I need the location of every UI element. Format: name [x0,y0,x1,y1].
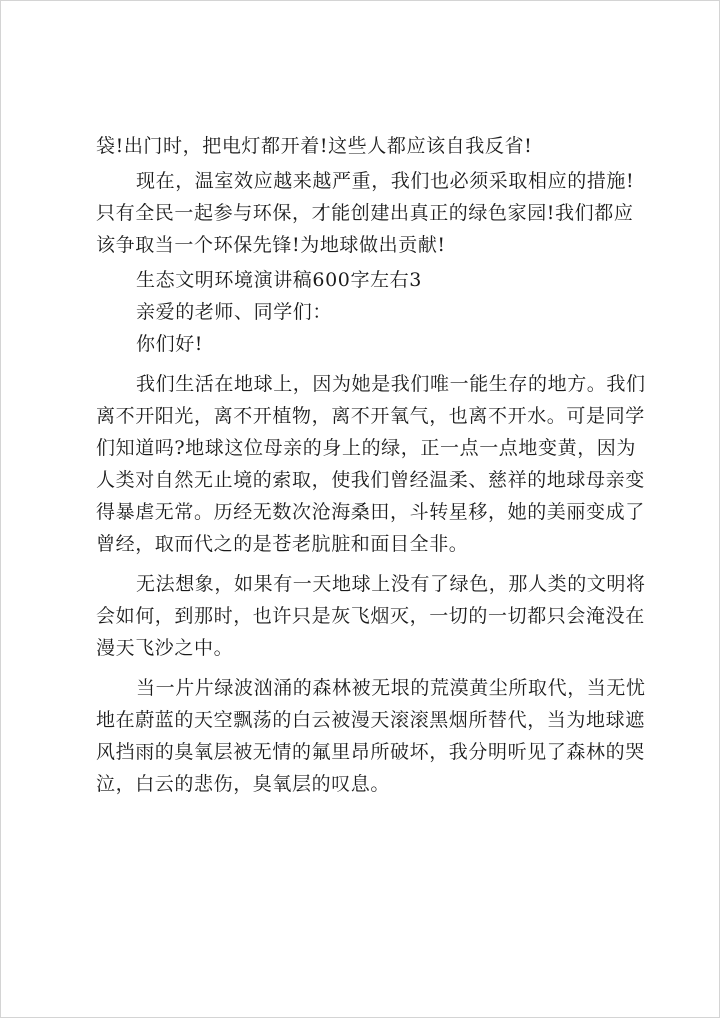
speech-title: 生态文明环境演讲稿600字左右3 [136,269,422,291]
greeting: 你们好! [136,333,204,355]
paragraph-line: 泣，白云的悲伤，臭氧层的叹息。 [96,773,391,795]
salutation: 亲爱的老师、同学们： [136,301,333,323]
paragraph-line: 风挡雨的臭氧层被无情的氟里昂所破坏，我分明听见了森林的哭 [96,741,645,763]
paragraph-line: 会如何，到那时，也许只是灰飞烟灭，一切的一切都只会淹没在 [96,605,645,627]
paragraph-line: 漫天飞沙之中。 [96,637,234,659]
paragraph-line: 该争取当一个环保先锋!为地球做出贡献! [96,234,446,256]
paragraph-line: 袋!出门时，把电灯都开着!这些人都应该自我反省! [96,135,533,157]
paragraph-line: 当一片片绿波汹涌的森林被无垠的荒漠黄尘所取代，当无忧 [136,677,646,699]
paragraph-line: 只有全民一起参与环保，才能创建出真正的绿色家园!我们都应 [96,202,634,224]
paragraph-line: 曾经，取而代之的是苍老肮脏和面目全非。 [96,533,469,555]
paragraph-line: 地在蔚蓝的天空飘荡的白云被漫天滚滚黑烟所替代，当为地球遮 [96,709,645,731]
paragraph-line: 们知道吗?地球这位母亲的身上的绿，正一点一点地变黄，因为 [96,437,636,459]
document-body [96,130,656,800]
paragraph-line: 得暴虐无常。历经无数次沧海桑田，斗转星移，她的美丽变成了 [96,501,645,523]
paragraph-line: 现在，温室效应越来越严重，我们也必须采取相应的措施! [136,170,635,192]
paragraph-line: 人类对自然无止境的索取，使我们曾经温柔、慈祥的地球母亲变 [96,469,645,491]
paragraph-line: 无法想象，如果有一天地球上没有了绿色，那人类的文明将 [136,573,646,595]
paragraph-line: 我们生活在地球上，因为她是我们唯一能生存的地方。我们 [136,373,646,395]
paragraph-line: 离不开阳光，离不开植物，离不开氧气，也离不开水。可是同学 [96,405,645,427]
